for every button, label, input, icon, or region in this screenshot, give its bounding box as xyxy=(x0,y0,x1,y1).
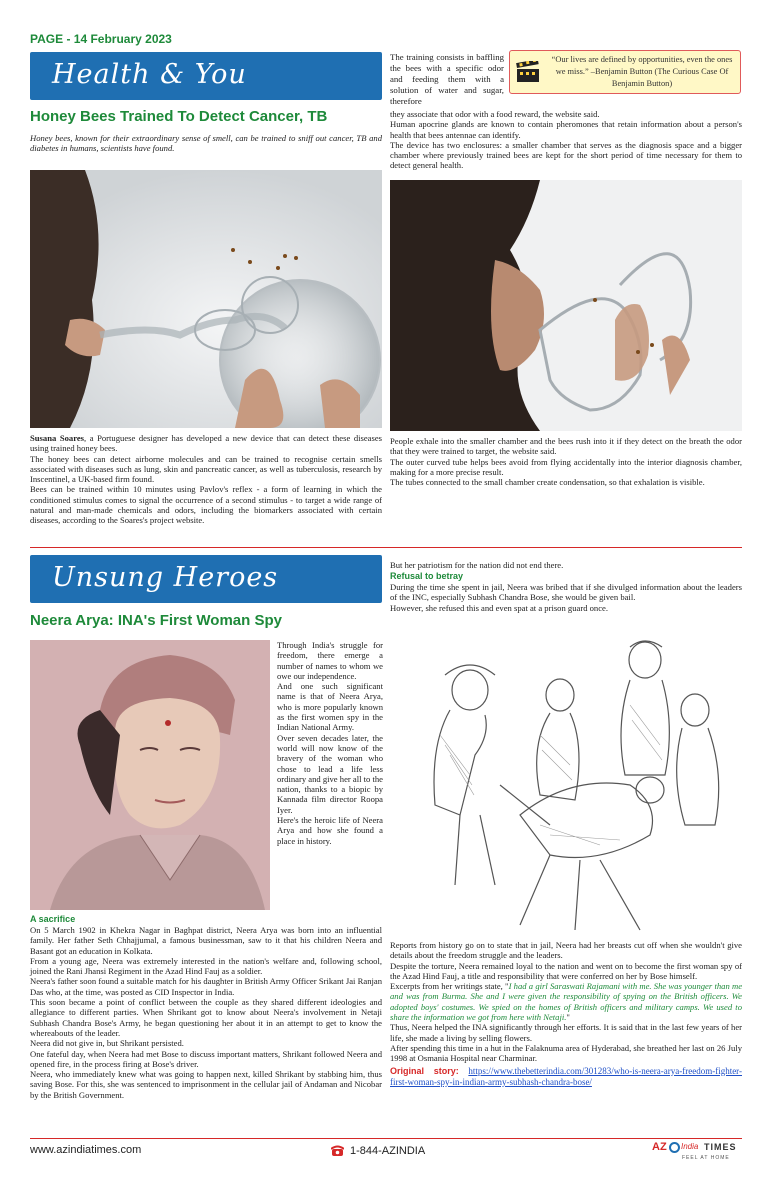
page-date: PAGE - 14 February 2023 xyxy=(30,32,172,46)
health-banner xyxy=(30,52,382,100)
neera-arya-portrait xyxy=(30,640,270,910)
footer-website[interactable]: www.azindiatimes.com xyxy=(30,1144,142,1156)
subhead-refusal: Refusal to betray xyxy=(390,571,464,581)
original-story xyxy=(390,1066,742,1088)
bee-paragraph: Human apocrine glands are known to contain pheromones that retain information about a person's health that bees antennae can identify. xyxy=(390,119,742,140)
sacrifice-paragraph: This soon became a point of conflict between the couple as they shared different ideologies and allegiance to different parties. When Shrikant got to know about Neera's involvement in Netaji Subhash Chandra Bose's Army, he began questioning her about it in an attempt to get to know the whereabouts of the leader. xyxy=(30,997,382,1038)
bee-col2-bottom xyxy=(390,436,742,487)
bee-paragraph: they associate that odor with a food reward, the website said. xyxy=(390,109,600,119)
logo-tagline: FEEL AT HOME xyxy=(682,1155,730,1161)
closing-paragraph: After spending this time in a hut in the Falaknuma area of Hyderabad, she breathed her last on 26 July 1998 at Osmania Hospital near Charminar. xyxy=(390,1042,742,1064)
bee-caption-col1 xyxy=(30,433,382,526)
right-top-text: But her patriotism for the nation did not end there. xyxy=(390,560,564,570)
honey-bees-headline: Honey Bees Trained To Detect Cancer, TB xyxy=(30,108,328,125)
bee-device-photo-2 xyxy=(390,180,742,431)
neera-paragraph: Over seven decades later, the world will now know of the bravery of the woman who chose to lead a life less ordinary and give her all to the nation, thanks to a biopic by Kannada film director Roopa Iyer. xyxy=(277,732,383,815)
subhead-sacrifice: A sacrifice xyxy=(30,914,76,924)
logo-times: TIMES xyxy=(704,1142,737,1152)
neera-paragraph: Through India's struggle for freedom, there emerge a number of names to whom we owe our independence. xyxy=(277,640,383,681)
sacrifice-text xyxy=(30,925,382,1100)
footer-divider xyxy=(30,1138,742,1139)
phone-icon xyxy=(331,1144,344,1156)
designer-name: Susana Soares xyxy=(30,433,85,443)
logo-az: AZ xyxy=(652,1141,667,1153)
quote-box xyxy=(509,50,741,94)
sketch-drawing xyxy=(400,635,732,935)
bee-paragraph: People exhale into the smaller chamber and the bees rush into it if they detect on the breath the odor that they were trained to target, the website said. xyxy=(390,436,742,457)
sacrifice-paragraph: Neera did not give in, but Shrikant persisted. xyxy=(30,1038,184,1049)
bee-paragraph: Bees can be trained within 10 minutes using Pavlov's reflex - a form of learning in which the conditioned stimulus comes to signal the occurrence of a second stimulus - to target a wide range of natural and man-made chemicals and odors, including the biomarkers associated with certain diseases, according to the Soares's project website. xyxy=(30,484,382,526)
unsung-heroes-banner-title: Unsung Heroes xyxy=(52,562,279,593)
excerpt-lead: Excerpts from her writings state, " xyxy=(390,981,509,992)
bee-paragraph: The tubes connected to the small chamber create condensation, so that exhalation is visible. xyxy=(390,477,705,488)
neera-paragraph: And one such significant name is that of Neera Arya, who is more popularly known as the first women spy in the Indian National Army. xyxy=(277,681,383,733)
refusal-paragraph: However, she refused this and even spat at a prison guard once. xyxy=(390,602,609,613)
caption-rest: , a Portuguese designer has developed a new device that can detect these diseases using trained honey bees. xyxy=(30,433,382,454)
footer-phone: 1-844-AZINDIA xyxy=(350,1145,426,1157)
refusal-paragraph: During the time she spent in jail, Neera was bribed that if she divulged information about the leaders of the INC, especially Subhash Chandra Bose, she would be given bail. xyxy=(390,582,742,603)
bee-paragraph: The outer curved tube helps bees avoid from flying accidentally into the interior diagnosis chamber, making for a more precise result. xyxy=(390,456,742,477)
neera-paragraph: Here's the heroic life of Neera Arya and how she found a place in history. xyxy=(277,815,383,846)
clapperboard-icon xyxy=(516,61,540,83)
bee-training-text: The training consists in baffling the bees with a specific odor and feeding them with a solution of water and sugar, therefore xyxy=(390,52,504,106)
globe-icon xyxy=(669,1142,680,1153)
sacrifice-paragraph: Neera, who immediately knew what was going to happen next, killed Shrikant by stabbing him, thus saving Bose. For this, she was sentenced to imprisonment in the cellular jail of Andaman and Nicobar by the British Government. xyxy=(30,1069,382,1100)
original-story-label: Original story: xyxy=(390,1065,459,1076)
bee-paragraph: The device has two enclosures: a smaller chamber that serves as the diagnosis space and a bigger chamber where previously trained bees are kept for the short period of time necessary for them to detect general health. xyxy=(390,139,742,171)
sacrifice-paragraph: On 5 March 1902 in Khekra Nagar in Baghpat district, Neera Arya was born into an influential family. Her father Seth Chhajjumal, a famous businessman, saw to it that his children Neera and Basant got an education in Kolkata. xyxy=(30,925,382,956)
refusal-text xyxy=(390,582,742,613)
unsung-heroes-banner xyxy=(30,555,382,603)
logo-india: India xyxy=(681,1142,699,1151)
bee-device-illustration-2 xyxy=(390,180,742,431)
portrait-illustration xyxy=(30,640,270,910)
right-bottom-text xyxy=(390,940,742,1088)
health-banner-title: Health & You xyxy=(52,59,247,90)
section-divider xyxy=(30,547,742,548)
original-story-link[interactable]: https://www.thebetterindia.com/301283/who-is-neera-arya-freedom-fighter-first-woman-spy-in-indian-army-subhash-chandra-bose/ xyxy=(390,1065,742,1087)
bee-col2-cont xyxy=(390,109,742,171)
honey-bees-intro: Honey bees, known for their extraordinary sense of smell, can be trained to sniff out cancer, TB and diabetes in humans, scientists have found. xyxy=(30,133,382,154)
torture-paragraph: Reports from history go on to state that in jail, Neera had her breasts cut off when she wouldn't give details about the freedom struggle and the leaders. xyxy=(390,940,742,961)
bee-device-illustration-1 xyxy=(30,170,382,428)
az-india-times-logo xyxy=(652,1141,744,1165)
closing-paragraph: Thus, Neera helped the INA significantly through her efforts. It is said that in the last few years of her life, she made a living by selling flowers. xyxy=(390,1022,742,1043)
sacrifice-paragraph: One fateful day, when Neera had met Bose to discuss important matters, Shrikant followed Neera and opened fire, in the process firing at Bose's driver. xyxy=(30,1048,382,1069)
sacrifice-paragraph: Neera's father soon found a suitable match for his daughter in British Army Officer Srikant Jai Ranjan Das who, at the time, was posted as CID Inspector in India. xyxy=(30,976,382,997)
excerpt-tail: " xyxy=(566,1012,570,1023)
sacrifice-paragraph: From a young age, Neera was extremely interested in the nation's welfare and, following school, joined the Rani Jhansi Regiment in the Azad Hind Fauj as a soldier. xyxy=(30,955,382,977)
excerpt-paragraph xyxy=(390,981,742,1022)
quote-text: “Our lives are defined by opportunities, even the ones we miss.” –Benjamin Button (The Curious Case Of Benjamin Button) xyxy=(551,55,733,88)
neera-intro xyxy=(277,640,383,846)
excerpt-quote: I had a girl Saraswati Rajamani with me. She was younger than me and was from Burma. She and I were given the responsibility of spying on the British officers. We adopted boys' costumes. We spied on the homes of British officers and military camps. We used to share the information we got from here with Netaji. xyxy=(390,981,743,1023)
bee-paragraph: The honey bees can detect airborne molecules and can be trained to recognise certain smells associated with diseases such as lung, skin and pancreatic cancer, as well as tuberculosis, research by Inscentinel, a UK-based firm found. xyxy=(30,453,382,485)
neera-arya-headline: Neera Arya: INA's First Woman Spy xyxy=(30,612,282,629)
jail-sketch-illustration xyxy=(400,635,732,935)
torture-paragraph: Despite the torture, Neera remained loyal to the nation and went on to become the first woman spy of the Azad Hind Fauj, a title and responsibility that were conferred on her by Bose himself. xyxy=(390,960,742,981)
bee-device-photo-1 xyxy=(30,170,382,428)
